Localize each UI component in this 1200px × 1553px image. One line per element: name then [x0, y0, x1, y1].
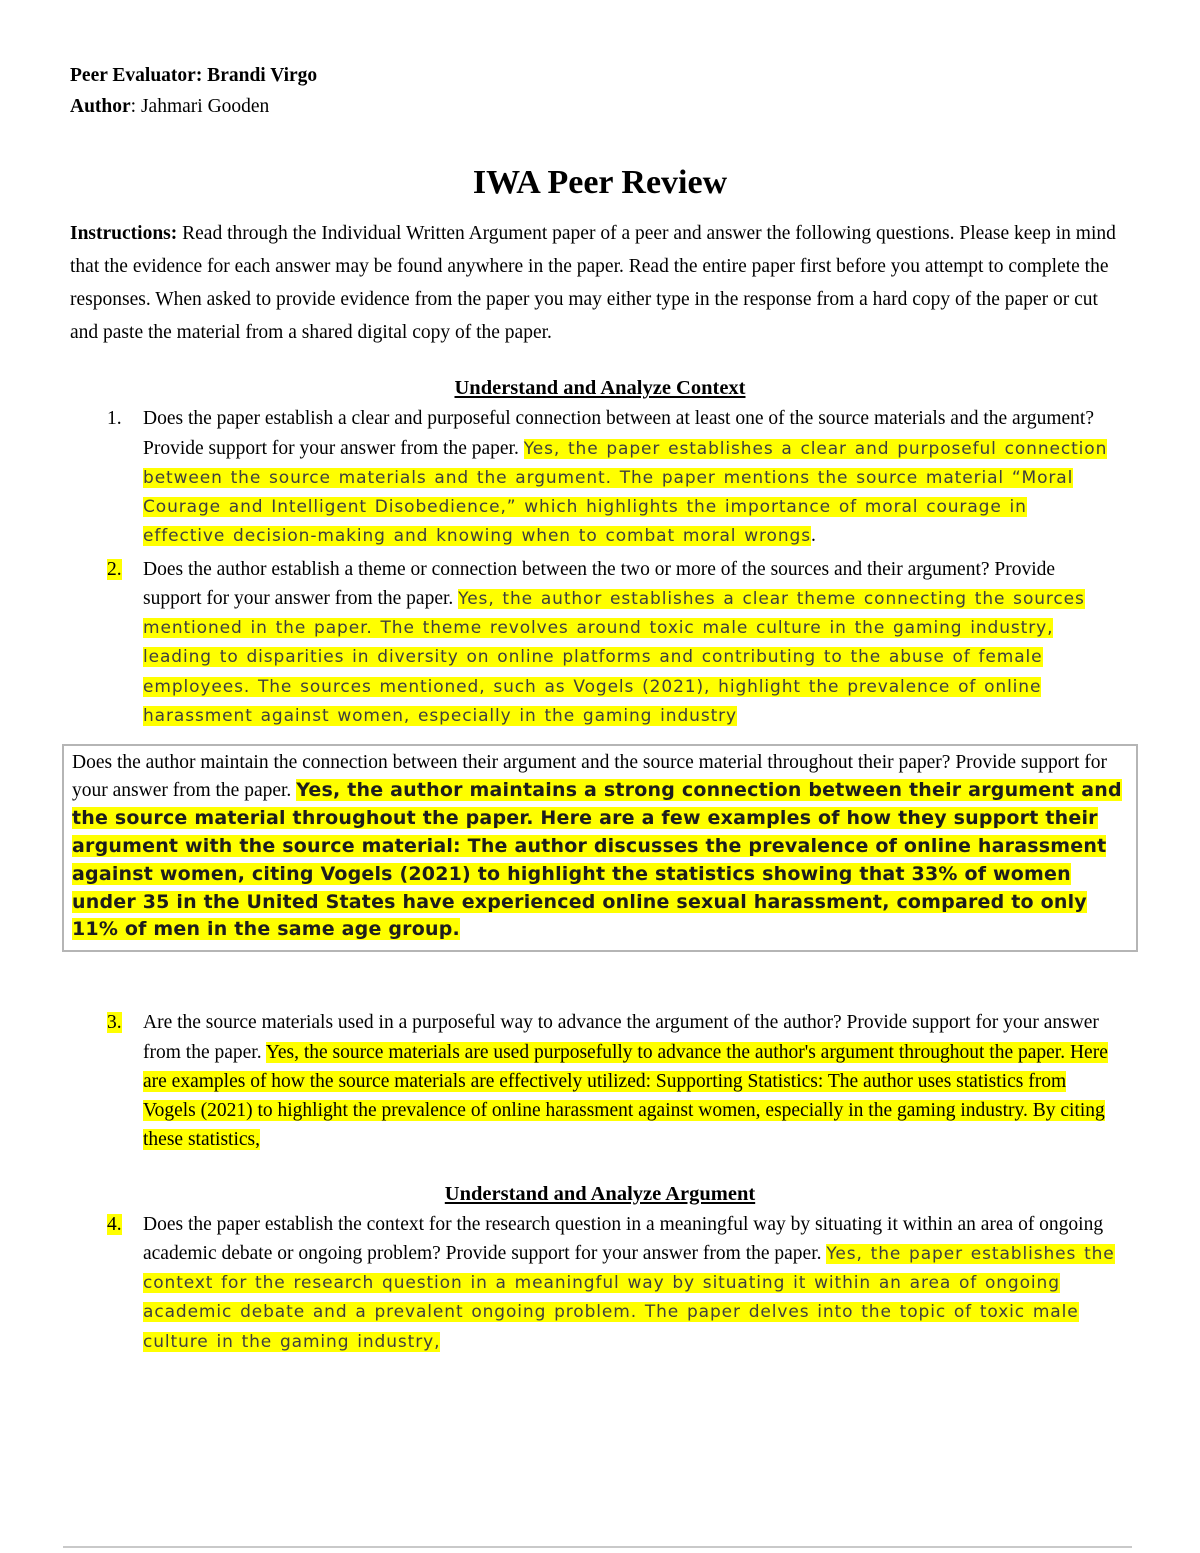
- document-title: IWA Peer Review: [472, 164, 728, 202]
- item-1-body: [143, 404, 1130, 550]
- question-item-1: [70, 404, 1130, 550]
- item-1-answer-highlighted: Yes, the paper establishes a clear and purposeful connection between the source materials and the argument. The paper mentions the source material “Moral Courage and Intelligent Disobedience,” which highlights the importance of moral courage in effective decision-making and knowing when to combat moral wrongs: [143, 438, 1108, 547]
- item-2-number-text: 2.: [107, 558, 122, 580]
- author-name: : Jahmari Gooden: [130, 96, 270, 118]
- instructions-paragraph: [70, 218, 1130, 349]
- document-header: [70, 60, 1130, 122]
- item-4-answer-highlighted: Yes, the paper establishes the context for the research question in a meaningful way by situating it within an area of ongoing academic debate and a prevalent ongoing problem. The paper delves into the topic of toxic male culture in the gaming industry,: [143, 1243, 1115, 1352]
- boxed-answer-highlighted: Yes, the author maintains a strong connection between their argument and the source material throughout the paper. Here are a few examples of how they support their argument with the source material: The author discusses the prevalence of online harassment against women, citing Vogels (2021) to highlight the statistics showing that 33% of women under 35 in the United States have experienced online sexual harassment, compared to only 11% of men in the same age group.: [72, 779, 1122, 941]
- item-3-answer-highlighted: Yes, the source materials are used purposefully to advance the author's argument throughout the paper. Here are examples of how the source materials are effectively utilized: Supporting Statistics: The author uses statistics from Vogels (2021) to highlight the prevalence of online harassment against women, especially in the gaming industry. By citing these statistics,: [143, 1041, 1108, 1151]
- boxed-question: [62, 744, 1138, 952]
- section-heading-context: Understand and Analyze Context: [454, 377, 746, 400]
- instructions-text: Read through the Individual Written Argument paper of a peer and answer the following questions. Please keep in mind that the evidence for each answer may be found anywhere in the paper. Read the entire paper first before you attempt to complete the responses. When asked to provide evidence from the paper you may either type in the response from a hard copy of the paper or cut and paste the material from a shared digital copy of the paper.: [70, 223, 1116, 343]
- item-3-number: [107, 1008, 143, 1154]
- item-3-question-text: Are the source materials used in a purposeful way to advance the argument of the author? Provide support for your answer from the paper.: [143, 1012, 1099, 1063]
- next-box-top-border: [63, 1546, 1132, 1548]
- item-4-number-text: 4.: [107, 1213, 122, 1235]
- item-1-answer-tail: .: [810, 525, 816, 547]
- item-4-number: [107, 1210, 143, 1356]
- instructions-label: Instructions:: [70, 223, 178, 245]
- item-4-question-text: Does the paper establish the context for the research question in a meaningful way by situating it within an area of ongoing academic debate or ongoing problem? Provide support for your answer from the paper.: [143, 1213, 1104, 1264]
- item-2-answer-highlighted: Yes, the author establishes a clear theme connecting the sources mentioned in the paper. The theme revolves around toxic male culture in the gaming industry, leading to disparities in diversity on online platforms and contributing to the abuse of female employees. The sources mentioned, such as Vogels (2021), highlight the prevalence of online harassment against women, especially in the gaming industry: [143, 588, 1085, 726]
- boxed-question-text: Does the author maintain the connection between their argument and the source material throughout their paper? Provide support for your answer from the paper.: [72, 752, 1107, 801]
- question-item-4: [70, 1210, 1130, 1356]
- question-item-3: [70, 1008, 1130, 1154]
- item-3-body: [143, 1008, 1130, 1154]
- evaluator-line: Peer Evaluator: Brandi Virgo: [70, 65, 318, 86]
- question-item-2: [70, 555, 1130, 731]
- item-1-number: [107, 404, 143, 550]
- author-line: [70, 91, 1130, 122]
- item-2-number: [107, 555, 143, 731]
- item-2-body: [143, 555, 1130, 731]
- item-2-question-text: Does the author establish a theme or connection between the two or more of the sources and their argument? Provide support for your answer from the paper.: [143, 558, 1056, 609]
- author-label: Author: [70, 96, 131, 118]
- item-1-question-text: Does the paper establish a clear and purposeful connection between at least one of the source materials and the argument? Provide support for your answer from the paper.: [143, 408, 1094, 459]
- item-1-number-text: 1.: [107, 408, 122, 430]
- section-heading-argument: Understand and Analyze Argument: [444, 1182, 756, 1205]
- item-3-number-text: 3.: [107, 1012, 122, 1034]
- item-4-body: [143, 1210, 1130, 1356]
